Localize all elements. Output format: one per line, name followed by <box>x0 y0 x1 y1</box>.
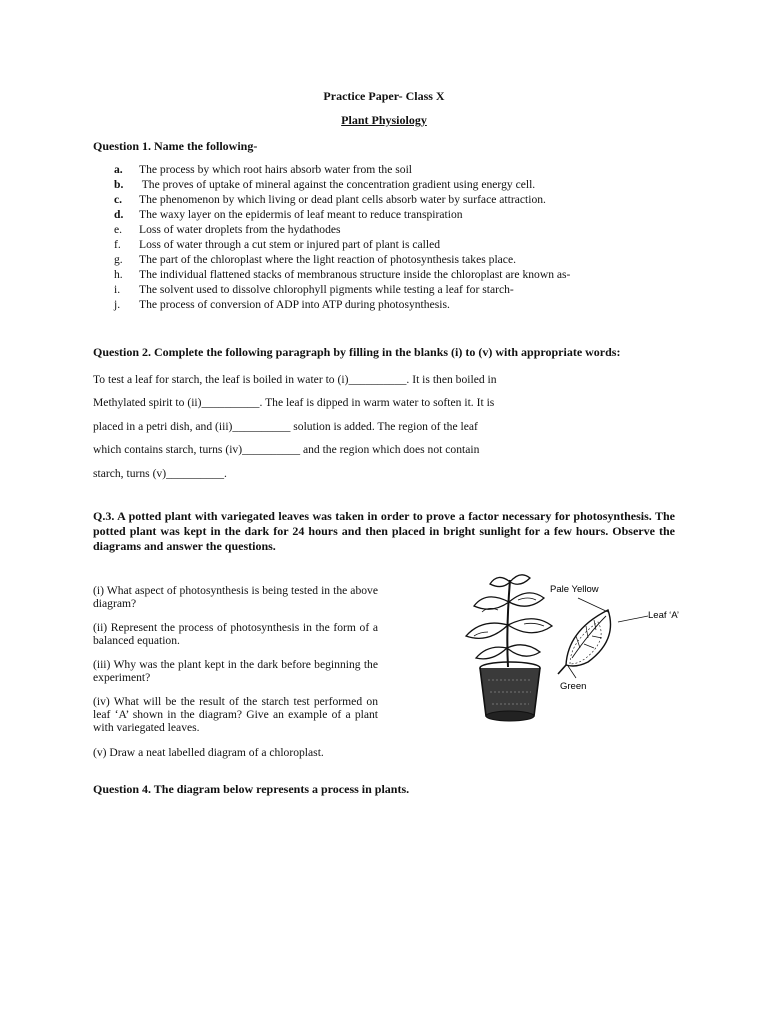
label-pale-yellow: Pale Yellow <box>550 584 599 595</box>
paragraph-line: To test a leaf for starch, the leaf is boiled in water to (i)__________. It is then boiled in <box>93 373 497 386</box>
list-item <box>114 207 570 222</box>
list-item <box>114 282 570 297</box>
question-1-heading: Question 1. Name the following- <box>93 139 258 153</box>
label-green: Green <box>560 681 587 692</box>
paragraph-line: Methylated spirit to (ii)__________. The leaf is dipped in warm water to soften it. It is <box>93 396 495 410</box>
plant-stem-icon <box>507 580 510 667</box>
item-label: f. <box>114 238 121 251</box>
item-label: c. <box>114 193 123 206</box>
potted-plant-figure <box>458 570 698 730</box>
question-2-paragraph <box>93 368 497 485</box>
paragraph-line: starch, turns (v)__________. <box>93 466 227 480</box>
leaf-a-icon <box>558 610 611 674</box>
item-text: Loss of water through a cut stem or injured part of plant is called <box>139 238 441 251</box>
item-text: The part of the chloroplast where the light reaction of photosynthesis takes place. <box>139 253 517 266</box>
item-label: e. <box>114 223 123 236</box>
item-label: g. <box>114 253 123 266</box>
list-item <box>114 222 570 237</box>
subquestion-ii: (ii) Represent the process of photosynthesis in the form of a balanced equation. <box>93 621 378 647</box>
subquestion-iv: (iv) What will be the result of the starch test performed on leaf ‘A’ shown in the diagram? Give an example of a plant with variegated leaves. <box>93 695 378 734</box>
subquestion-iii: (iii) Why was the plant kept in the dark before beginning the experiment? <box>93 658 378 684</box>
paragraph-line: which contains starch, turns (iv)__________ and the region which does not contain <box>93 443 480 457</box>
subquestion-i: (i) What aspect of photosynthesis is being tested in the above diagram? <box>93 584 378 610</box>
item-text: The waxy layer on the epidermis of leaf meant to reduce transpiration <box>139 208 463 221</box>
item-label: a. <box>114 163 123 176</box>
subquestion-v: (v) Draw a neat labelled diagram of a chloroplast. <box>93 746 324 759</box>
list-item <box>114 192 570 207</box>
list-item <box>114 237 570 252</box>
question-1-list <box>114 162 570 312</box>
page-title: Practice Paper- Class X <box>323 89 445 103</box>
item-text: The solvent used to dissolve chlorophyll pigments while testing a leaf for starch- <box>139 283 514 296</box>
page-subtitle: Plant Physiology <box>341 113 427 127</box>
item-label: i. <box>114 283 121 296</box>
question-3-heading: Q.3. A potted plant with variegated leaves was taken in order to prove a factor necessary for photosynthesis. The potted plant was kept in the dark for 24 hours and then placed in bright sunlight for a few hours. Observe the diagrams and answer the questions. <box>93 509 675 553</box>
item-label: d. <box>114 208 124 221</box>
list-item <box>114 162 570 177</box>
item-text: Loss of water droplets from the hydathodes <box>139 223 341 236</box>
label-leaf-a: Leaf ‘A’ <box>648 610 679 621</box>
flower-pot-icon <box>480 662 540 721</box>
item-text: The proves of uptake of mineral against the concentration gradient using energy cell. <box>139 178 536 191</box>
item-label: j. <box>114 298 121 311</box>
item-text: The individual flattened stacks of membranous structure inside the chloroplast are known as- <box>139 268 571 281</box>
list-item <box>114 267 570 282</box>
item-text: The process of conversion of ADP into ATP during photosynthesis. <box>139 298 450 311</box>
list-item <box>114 177 570 192</box>
list-item <box>114 297 570 312</box>
item-text: The process by which root hairs absorb water from the soil <box>139 163 413 176</box>
item-label: h. <box>114 268 123 281</box>
item-text: The phenomenon by which living or dead plant cells absorb water by surface attraction. <box>139 193 546 206</box>
question-2-heading: Question 2. Complete the following paragraph by filling in the blanks (i) to (v) with appropriate words: <box>93 345 621 359</box>
item-label: b. <box>114 178 124 191</box>
question-4-heading: Question 4. The diagram below represents a process in plants. <box>93 782 410 796</box>
list-item <box>114 252 570 267</box>
paragraph-line: placed in a petri dish, and (iii)__________ solution is added. The region of the leaf <box>93 419 478 433</box>
